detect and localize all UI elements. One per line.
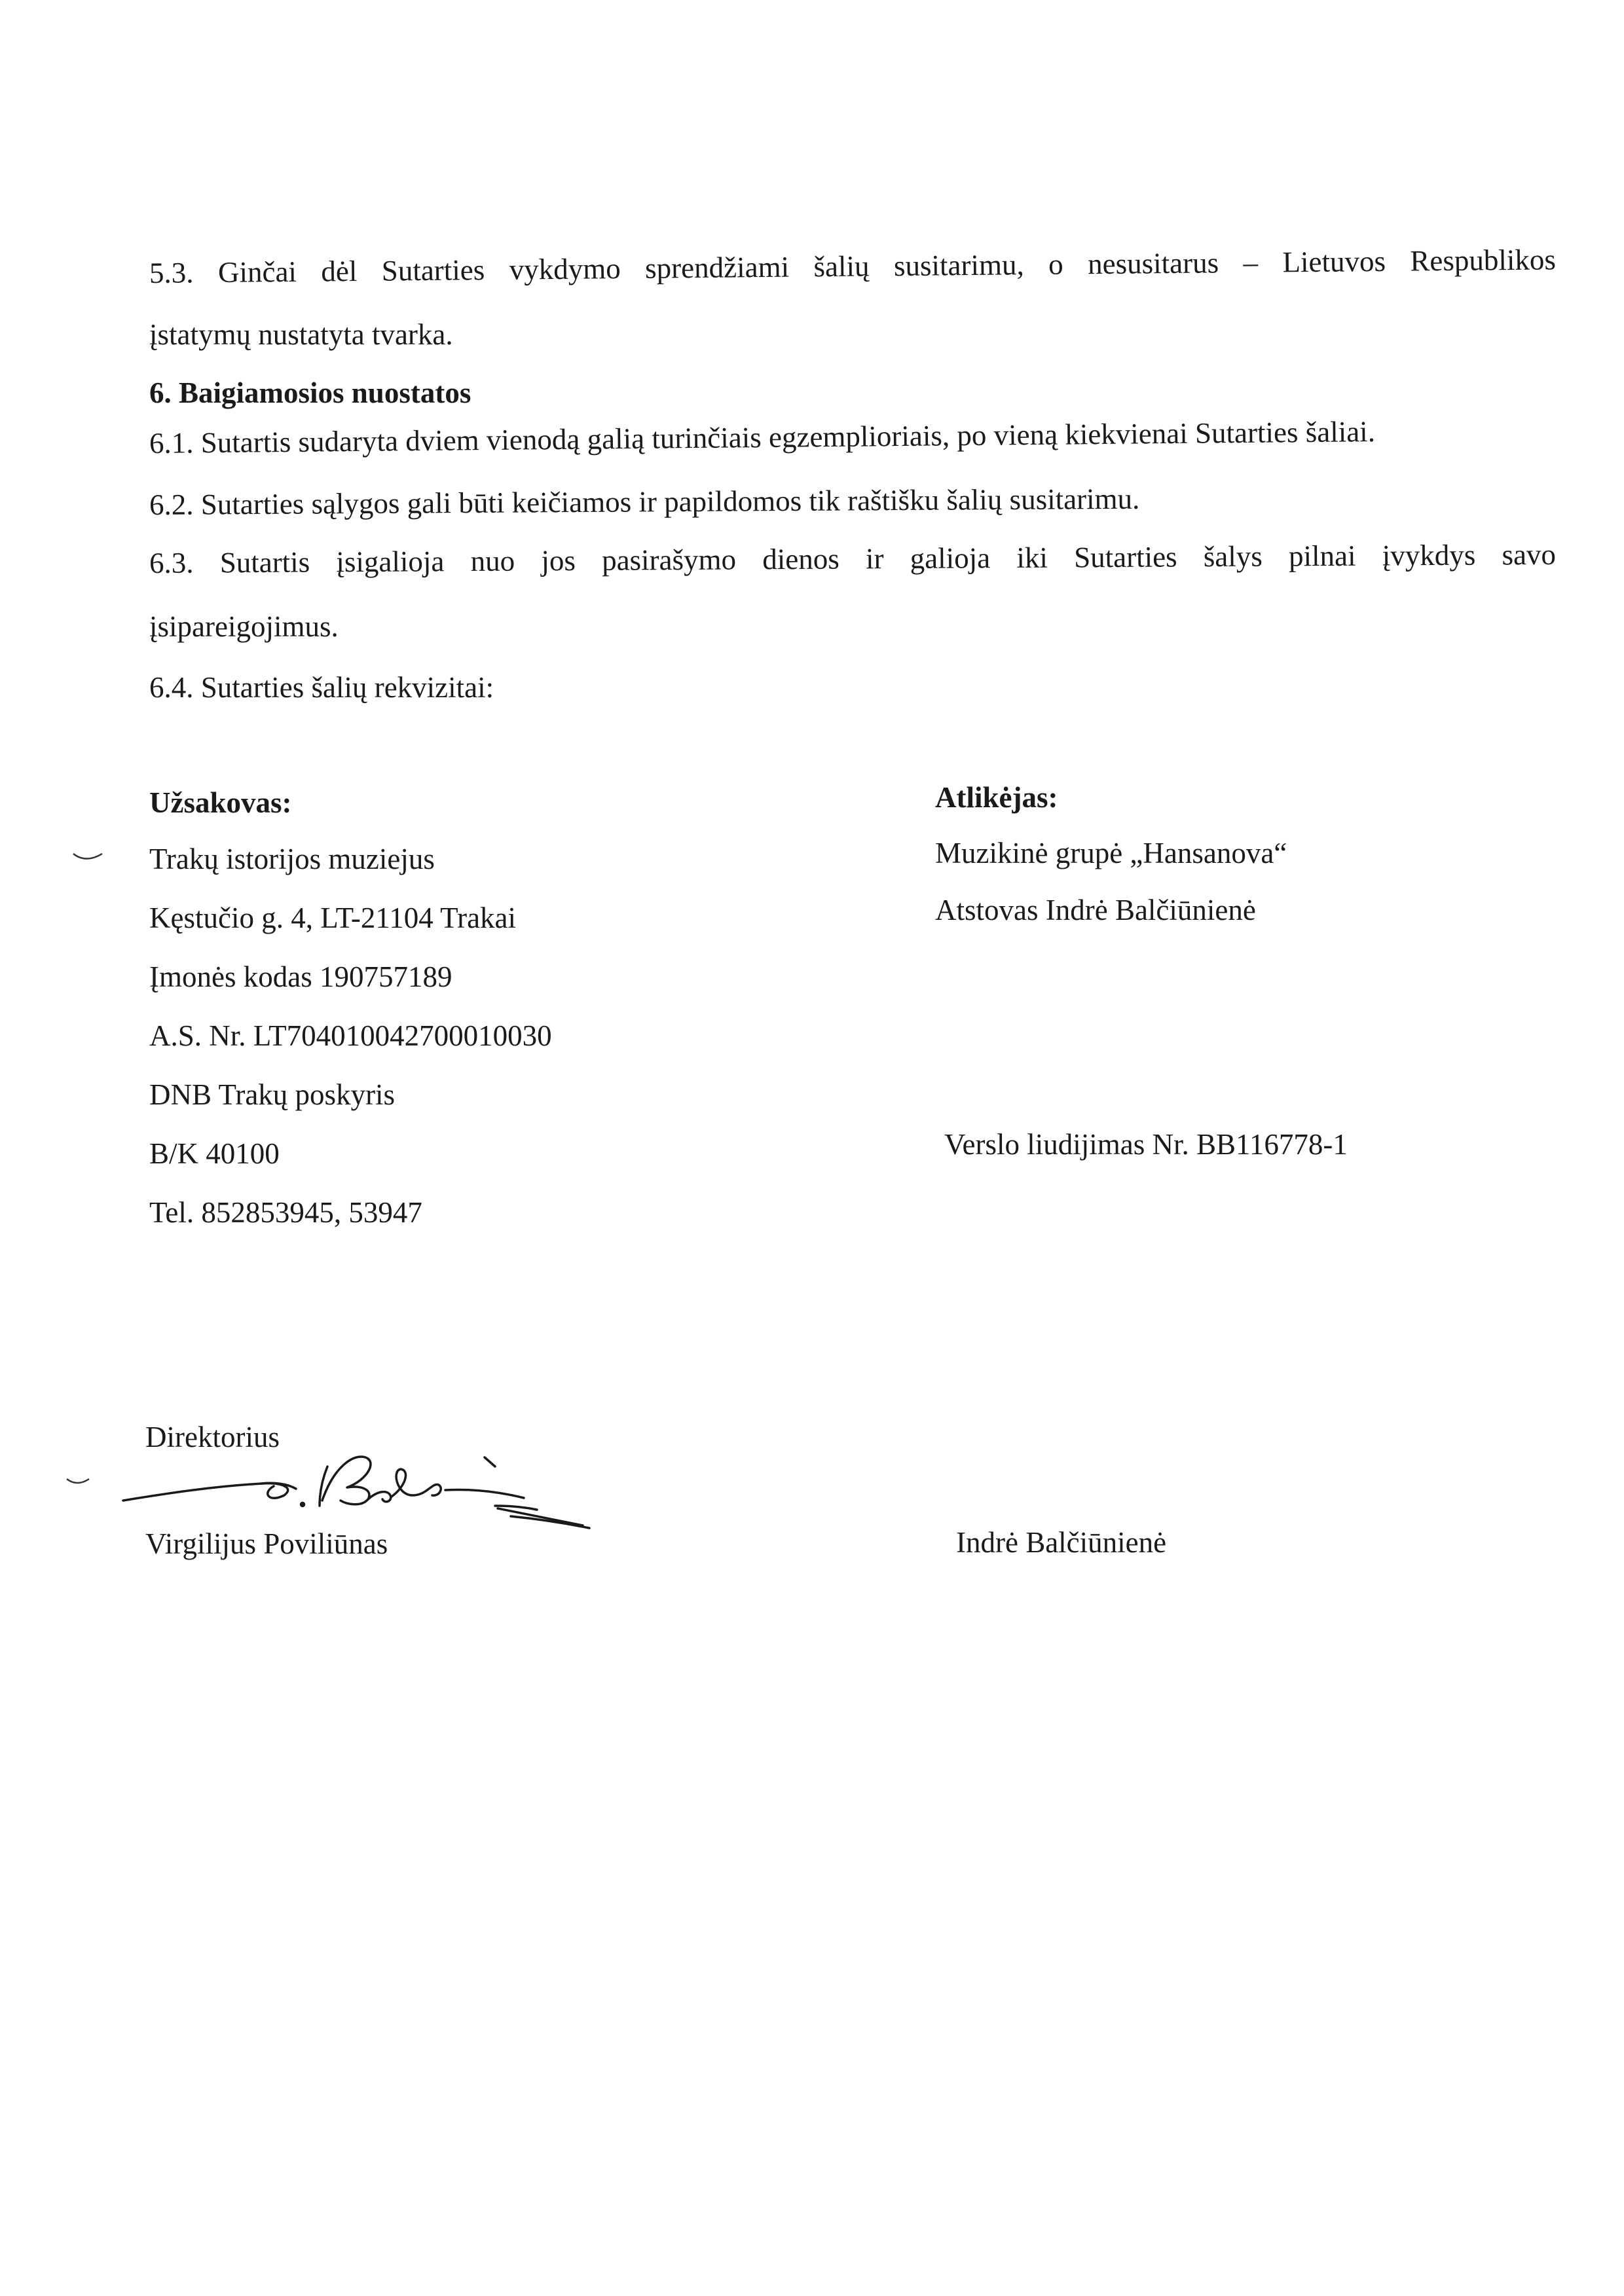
clause-6-1: 6.1. Sutartis sudaryta dviem vienodą galią turinčiais egzemplioriais, po vieną kiekvienai Sutarties šaliai. [149, 415, 1376, 460]
performer-name: Muzikinė grupė „Hansanova“ [935, 837, 1287, 869]
performer-certificate: Verslo liudijimas Nr. BB116778-1 [944, 1128, 1348, 1161]
customer-name: Trakų istorijos muziejus [149, 843, 435, 875]
customer-heading: Užsakovas: [149, 786, 292, 819]
customer-signatory-title: Direktorius [145, 1421, 280, 1453]
clause-5-3-line-1: 5.3. Ginčai dėl Sutarties vykdymo sprendžiami šalių susitarimu, o nesusitarus – Lietuvos Respublikos [149, 243, 1557, 289]
clause-6-4: 6.4. Sutarties šalių rekvizitai: [149, 671, 494, 704]
performer-heading: Atlikėjas: [935, 781, 1058, 814]
customer-bank-code: B/K 40100 [149, 1137, 280, 1170]
clause-6-3-line-2: įsipareigojimus. [149, 610, 339, 643]
customer-address: Kęstučio g. 4, LT-21104 Trakai [149, 902, 517, 934]
clause-6-2: 6.2. Sutarties sąlygos gali būti keičiamos ir papildomos tik raštišku šalių susitarimu. [149, 482, 1140, 521]
margin-mark [72, 851, 105, 864]
section-6-heading: 6. Baigiamosios nuostatos [149, 376, 471, 409]
customer-signatory-name: Virgilijus Poviliūnas [145, 1527, 388, 1560]
performer-representative: Atstovas Indrė Balčiūnienė [935, 894, 1256, 926]
performer-signatory-name: Indrė Balčiūnienė [956, 1526, 1167, 1559]
customer-bank: DNB Trakų poskyris [149, 1078, 396, 1111]
clause-5-3-line-2: įstatymų nustatyta tvarka. [149, 318, 453, 351]
customer-company-code: Įmonės kodas 190757189 [149, 960, 452, 993]
clause-6-3-line-1: 6.3. Sutartis įsigalioja nuo jos pasirašymo dienos ir galioja iki Sutarties šalys pilnai įvykdys savo [149, 538, 1557, 579]
customer-phone: Tel. 852853945, 53947 [149, 1196, 422, 1229]
customer-account: A.S. Nr. LT704010042700010030 [149, 1019, 552, 1052]
margin-mark [65, 1476, 92, 1489]
